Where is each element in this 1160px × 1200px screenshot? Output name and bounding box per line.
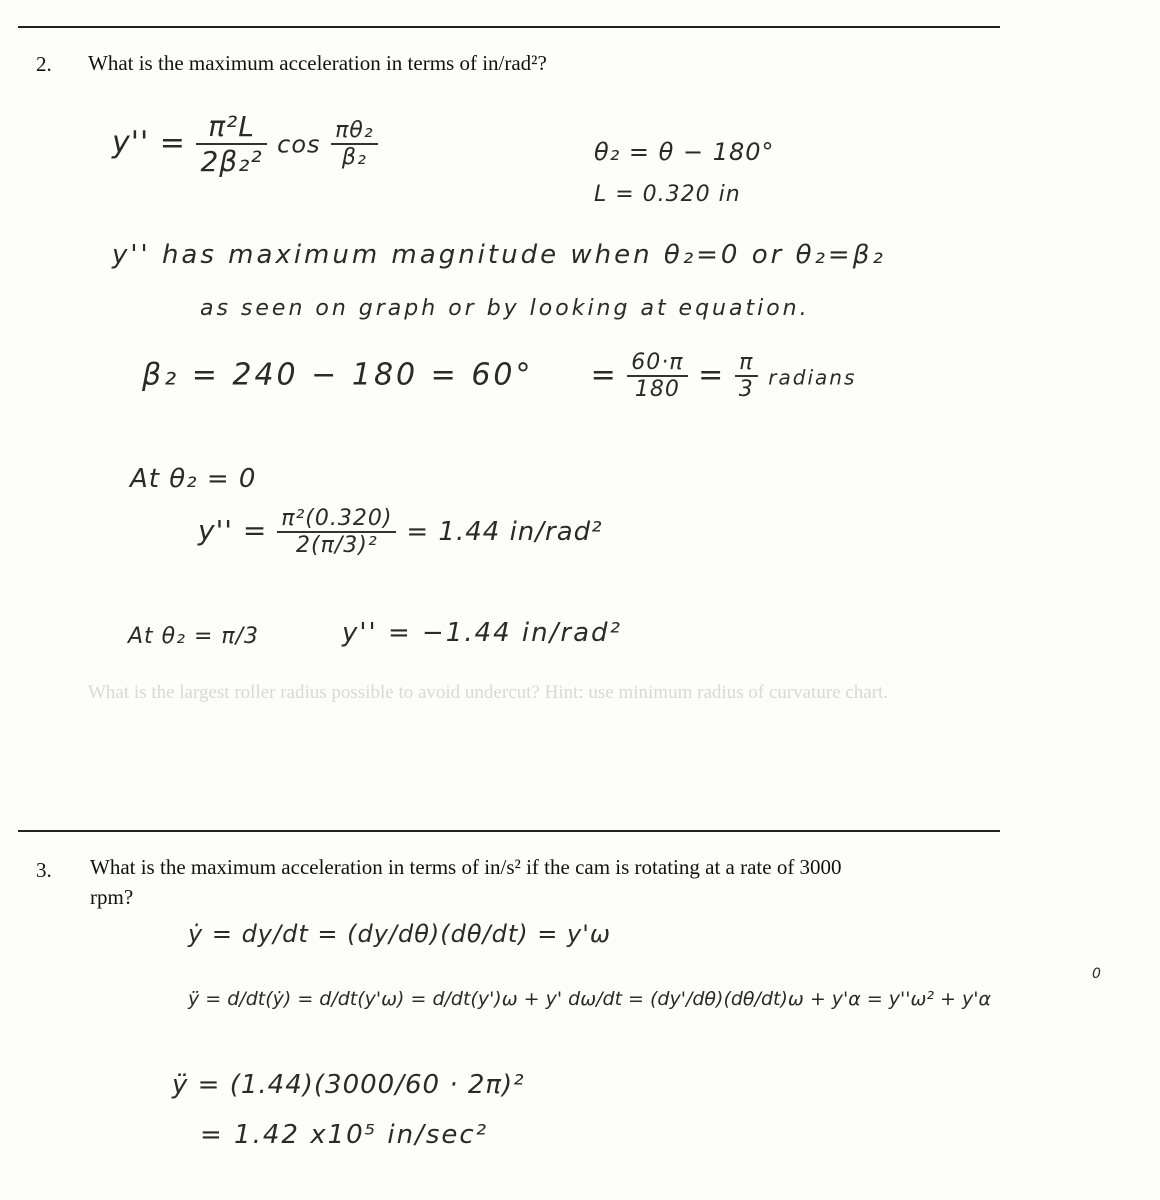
at-theta-zero: At θ₂ = 0 [130,464,257,494]
alpha-zero-annotation: 0 [1092,966,1102,982]
maximum-magnitude-note: y'' has maximum magnitude when θ₂=0 or θ₂=β₂ [112,240,886,270]
acceleration-derivation: ÿ = d/dt(ẏ) = d/dt(y'ω) = d/dt(y')ω + y' dω/dt = (dy'/dθ)(dθ/dt)ω + y'α = y''ω² + y'α [188,988,991,1010]
acceleration-equation: y'' = $\frac{\text{π²L}}{\text{2β₂²}}$ cos $\frac{\text{πθ₂}}{\text{β₂}}$ [112,110,378,178]
question-3-number: 3. [36,858,52,882]
beta-calculation: β₂ = 240 − 180 = 60° = $\frac{60\cdot\pi}{180}$ = $\frac{\pi}{3}$ radians [142,350,857,402]
at-theta-pi-over-3: At θ₂ = π/3 [128,624,260,649]
question-3-line-2: rpm? [90,885,134,909]
middle-divider [18,830,1000,832]
question-3-text [90,852,1010,912]
max-acceleration-positive: y'' = $\frac{\text{π²(0.320)}}{\text{2(π/3)²}}$ = 1.44 in/rad² [198,506,603,558]
top-divider [18,26,1000,28]
graph-note: as seen on graph or by looking at equation. [200,296,810,321]
length-definition: L = 0.320 in [594,182,741,207]
acceleration-substitution: ÿ = (1.44)(3000/60 · 2π)² [172,1070,525,1100]
question-3-line-1: What is the maximum acceleration in terms of in/s² if the cam is rotating at a rate of 3000 [90,855,842,879]
max-acceleration-negative: y'' = −1.44 in/rad² [342,618,622,648]
question-2-text: What is the maximum acceleration in terms of in/rad²? [88,51,547,75]
question-2-number: 2. [36,52,52,76]
velocity-derivation: ẏ = dy/dt = (dy/dθ)(dθ/dt) = y'ω [188,920,611,948]
theta-definition: θ₂ = θ − 180° [594,138,775,166]
bleed-through-q5: What is the largest roller radius possible to avoid undercut? Hint: use minimum radius of curvature chart. [88,682,889,703]
acceleration-result: = 1.42 x10⁵ in/sec² [200,1120,489,1150]
